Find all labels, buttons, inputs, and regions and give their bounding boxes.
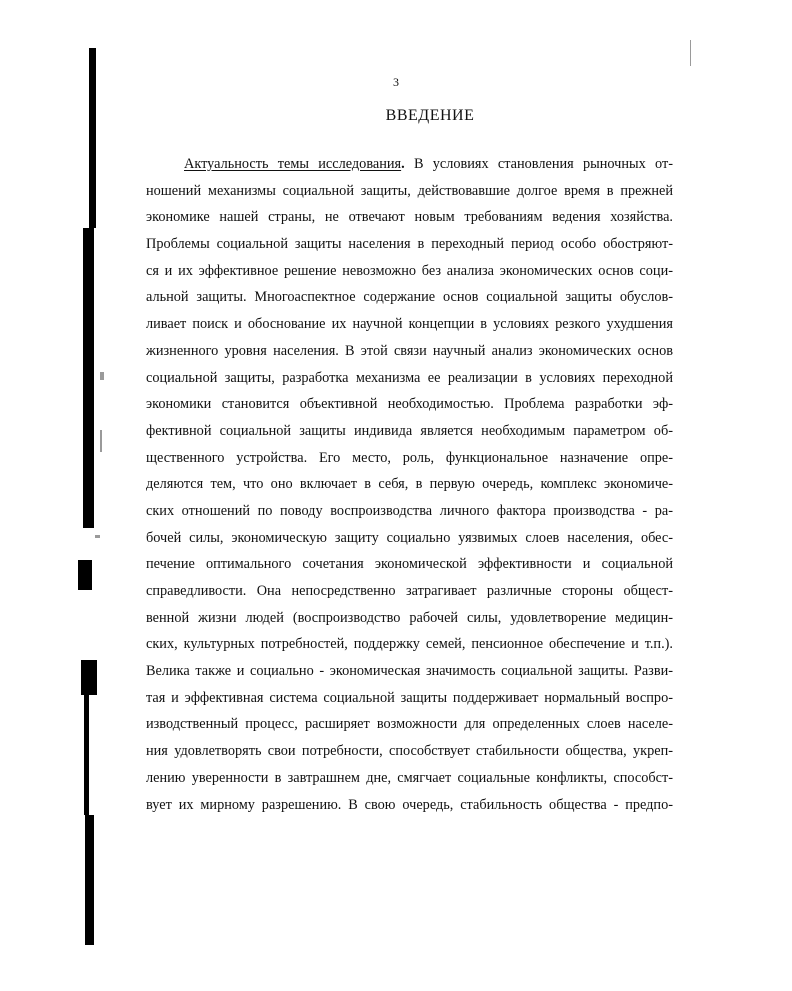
scan-edge-mark [83,228,94,528]
paragraph-line: Велика также и социально - экономическая значимость социальной защиты. Разви- [146,663,673,680]
scan-speck [100,430,102,452]
paragraph-line: Проблемы социальной защиты населения в переходный период особо обостряют- [146,236,673,253]
paragraph-line: венной жизни людей (воспроизводство рабочей силы, удовлетворение медицин- [146,609,673,626]
paragraph-line: ских, культурных потребностей, поддержку семей, пенсионное обеспечение и т.п.). [146,636,673,653]
paragraph-line: ских отношений по поводу воспроизводства личного фактора производства - ра- [146,502,673,519]
paragraph-line: бочей силы, экономическую защиту социально уязвимых слоев населения, обес- [146,529,673,546]
paragraph-line: изводственный процесс, расширяет возможности для определенных слоев населе- [146,716,673,733]
paragraph-line: справедливости. Она непосредственно затрагивает различные стороны общест- [146,583,673,599]
body-paragraph [146,155,673,822]
paragraph-line: жизненного уровня населения. В этой связи научный анализ экономических основ [146,342,673,359]
paragraph-line: фективной социальной защиты индивида является необходимым параметром об- [146,422,673,439]
paragraph-line: вует их мирному разрешению. В свою очередь, стабильность общества - предпо- [146,796,673,813]
paragraph-line: ся и их эффективное решение невозможно без анализа экономических основ соци- [146,262,673,279]
scan-edge-mark [81,660,97,695]
paragraph-line: тая и эффективная система социальной защиты поддерживает нормальный воспро- [146,689,673,706]
scan-speck [95,535,100,538]
scan-edge-mark [84,695,89,815]
paragraph-line: ношений механизмы социальной защиты, действовавшие долгое время в прежней [146,182,673,199]
scan-speck [690,40,691,66]
scan-edge-mark [78,560,92,590]
paragraph-line: ливает поиск и обоснование их научной концепции в условиях резкого ухудшения [146,316,673,333]
lead-term: Актуальность темы исследования [184,156,402,172]
scan-speck [100,372,104,380]
paragraph-line: экономике нашей страны, не отвечают новым требованиям ведения хозяйства. [146,209,673,226]
scan-edge-mark [85,815,94,945]
paragraph-line: социальной защиты, разработка механизма ее реализации в условиях переходной [146,369,673,386]
paragraph-line: щественного устройства. Его место, роль, функциональное назначение опре- [146,449,673,466]
paragraph-line: лению уверенности в завтрашнем дне, смягчает социальные конфликты, способст- [146,769,673,786]
paragraph-line: ния удовлетворять свои потребности, способствует стабильности общества, укреп- [146,743,673,760]
paragraph-line [146,155,673,182]
lead-punct: . [401,156,405,172]
paragraph-line: альной защиты. Многоаспектное содержание основ социальной защиты обуслов- [146,289,673,306]
paragraph-line: печение оптимального сочетания экономической эффективности и социальной [146,556,673,573]
page-title: ВВЕДЕНИЕ [385,107,475,124]
paragraph-line: деляются тем, что оно включает в себя, в первую очередь, комплекс экономиче- [146,476,673,493]
paragraph-line: экономики становится объективной необходимостью. Проблема разработки эф- [146,396,673,413]
page-number: 3 [393,75,399,89]
first-line-text: В условиях становления рыночных от- [404,156,673,172]
